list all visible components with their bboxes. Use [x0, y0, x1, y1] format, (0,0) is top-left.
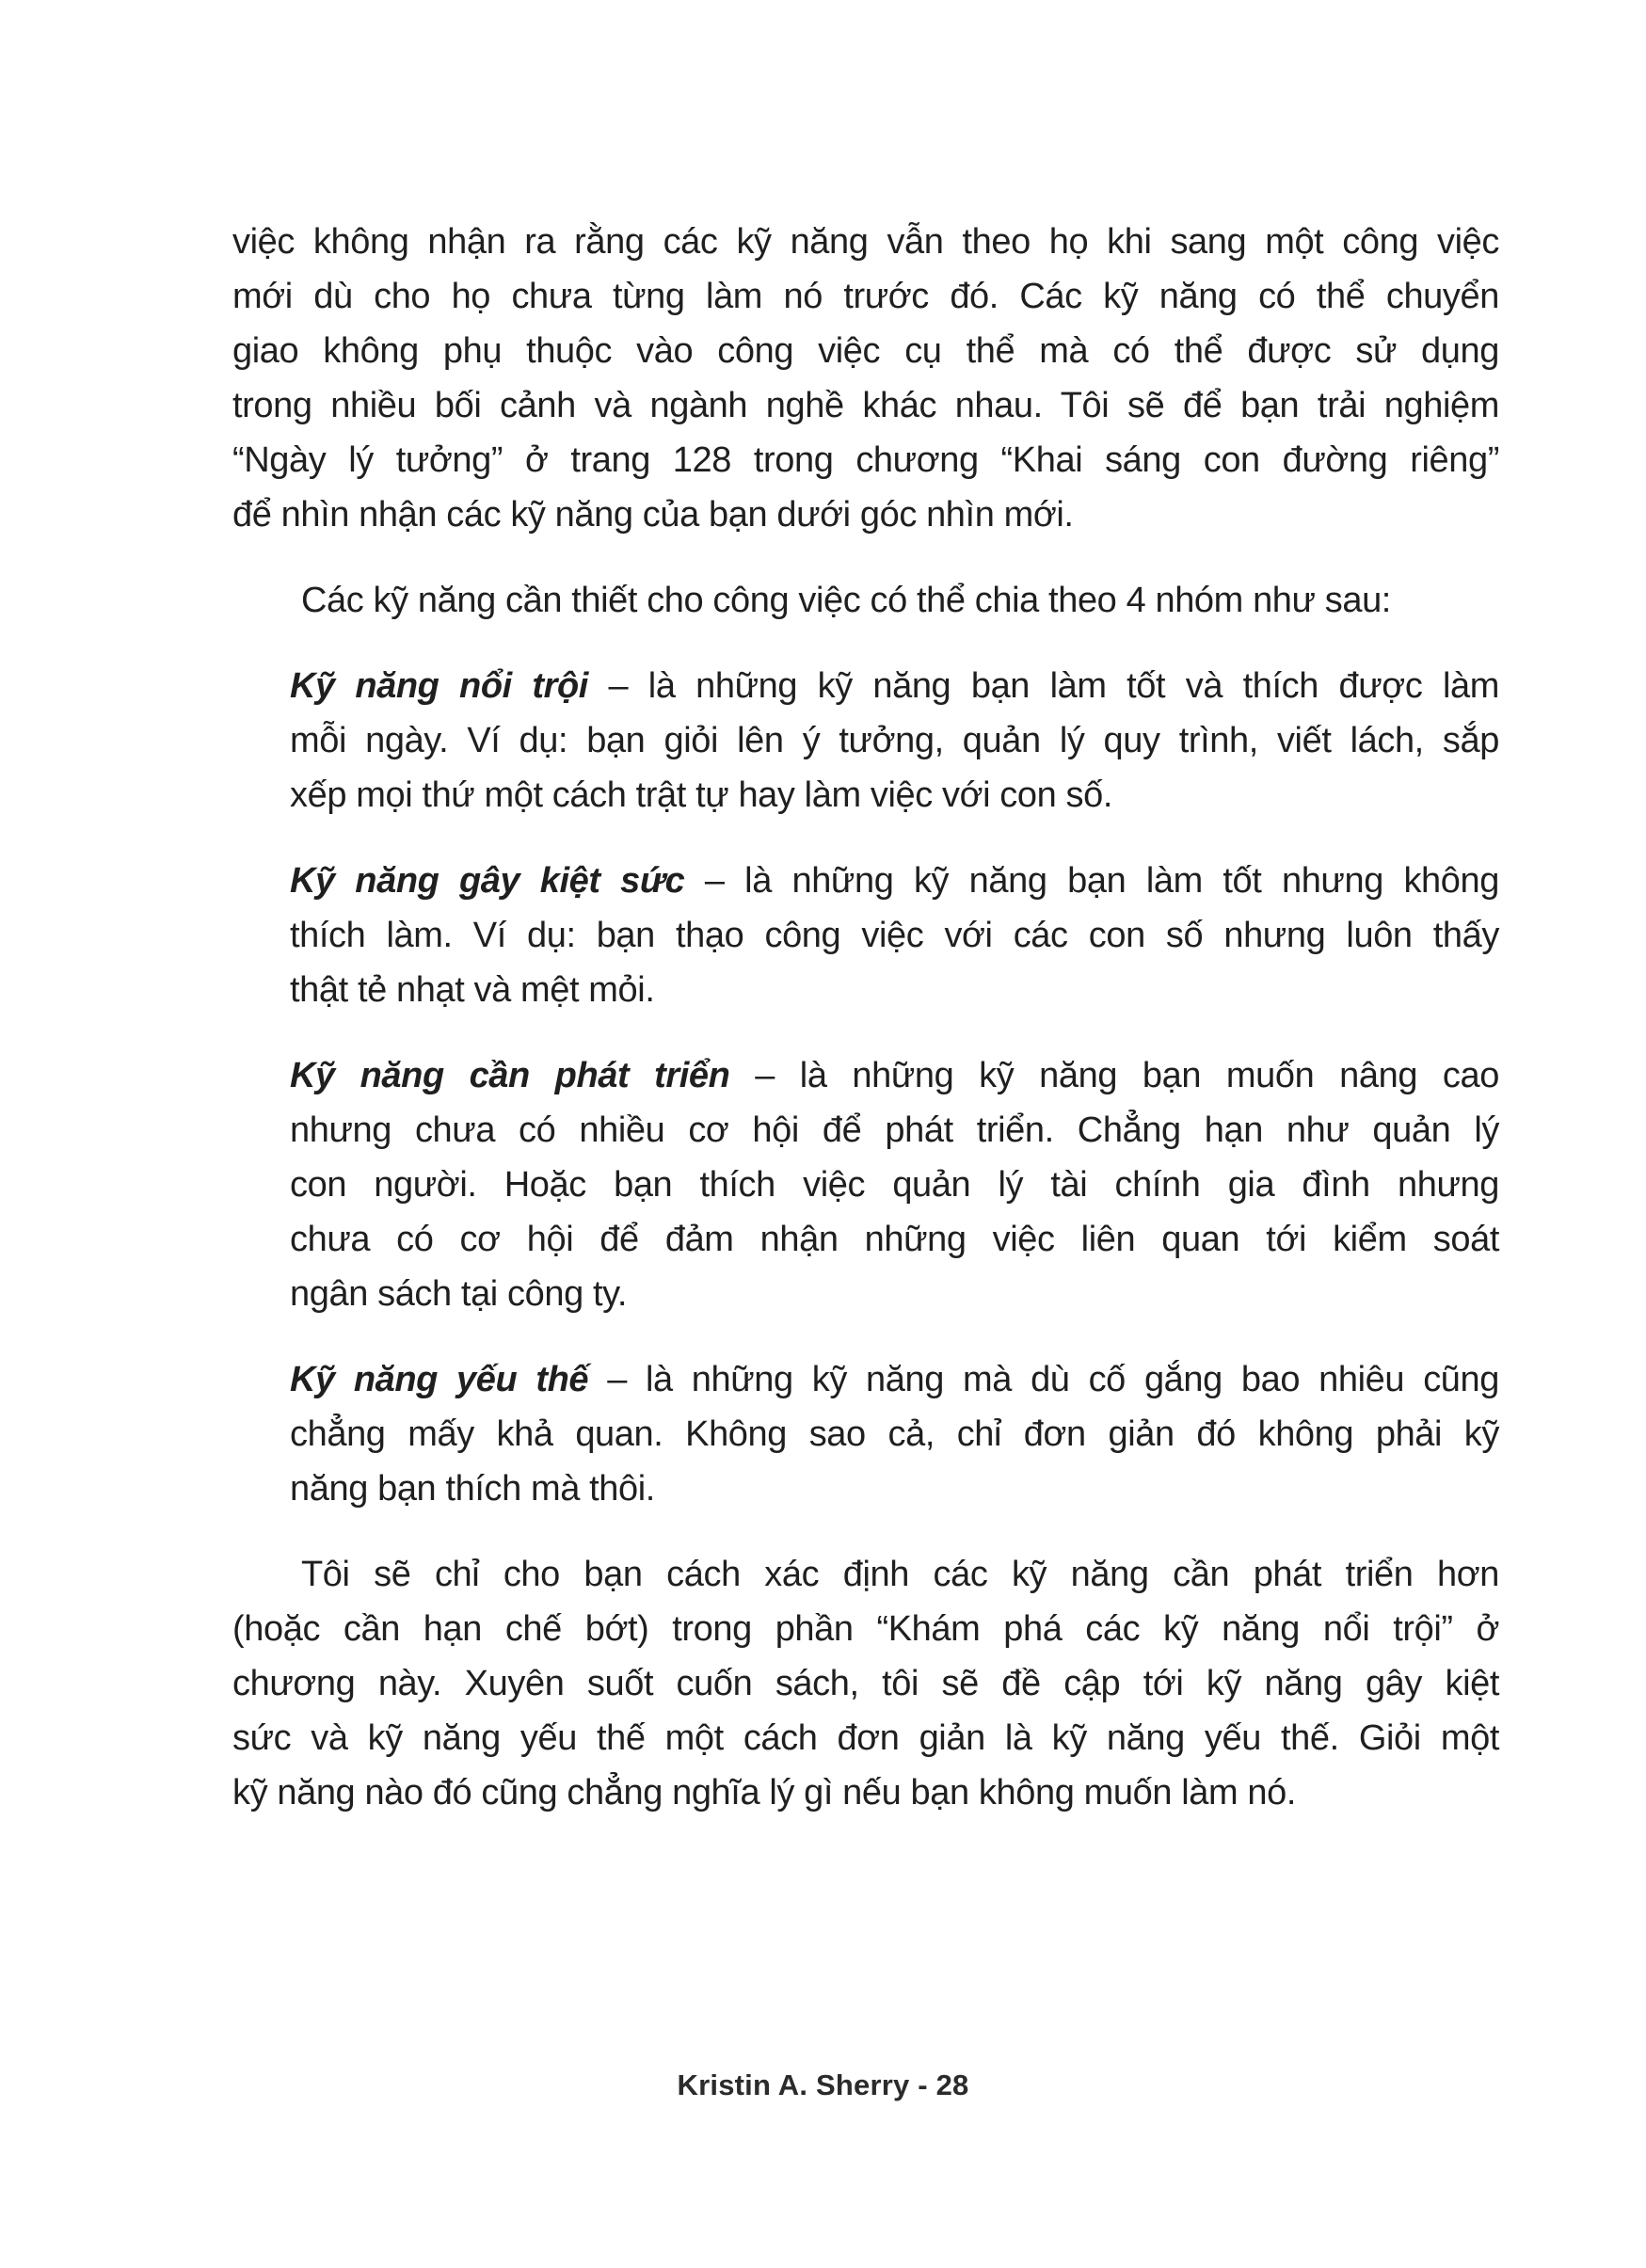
paragraph — [232, 215, 1499, 542]
skill-term: Kỹ năng nổi trội — [290, 666, 588, 706]
text-line: Kỹ năng cần phát triển – là những kỹ năng bạn muốn nâng cao — [290, 1056, 1499, 1095]
text-line: để nhìn nhận các kỹ năng của bạn dưới góc nhìn mới. — [232, 495, 1074, 535]
text-line: thích làm. Ví dụ: bạn thạo công việc với các con số nhưng luôn thấy — [290, 916, 1499, 955]
paragraph — [232, 573, 1499, 628]
text-line: xếp mọi thứ một cách trật tự hay làm việc với con số. — [290, 775, 1113, 815]
text-line: nhưng chưa có nhiều cơ hội để phát triển. Chẳng hạn như quản lý — [290, 1110, 1499, 1150]
page-footer: Kristin A. Sherry - 28 — [677, 2068, 969, 2101]
skill-term: Kỹ năng gây kiệt sức — [290, 861, 685, 901]
text-line: kỹ năng nào đó cũng chẳng nghĩa lý gì nếu bạn không muốn làm nó. — [232, 1773, 1297, 1813]
text-line: sức và kỹ năng yếu thế một cách đơn giản là kỹ năng yếu thế. Giỏi một — [232, 1718, 1499, 1758]
definition-paragraph — [290, 1352, 1499, 1516]
text-line: Tôi sẽ chỉ cho bạn cách xác định các kỹ năng cần phát triển hơn — [301, 1555, 1499, 1594]
definition-paragraph — [290, 659, 1499, 823]
paragraph — [232, 1547, 1499, 1820]
definition-paragraph — [290, 854, 1499, 1017]
text-line: ngân sách tại công ty. — [290, 1274, 628, 1314]
text-line: mỗi ngày. Ví dụ: bạn giỏi lên ý tưởng, quản lý quy trình, viết lách, sắp — [290, 721, 1499, 760]
text-line: (hoặc cần hạn chế bớt) trong phần “Khám phá các kỹ năng nổi trội” ở — [232, 1609, 1499, 1649]
text-line: giao không phụ thuộc vào công việc cụ thể mà có thể được sử dụng — [232, 331, 1499, 371]
text-line: Các kỹ năng cần thiết cho công việc có thể chia theo 4 nhóm như sau: — [301, 581, 1391, 620]
text-line: năng bạn thích mà thôi. — [290, 1469, 655, 1509]
text-line: mới dù cho họ chưa từng làm nó trước đó. Các kỹ năng có thể chuyển — [232, 277, 1499, 316]
text-line: Kỹ năng nổi trội – là những kỹ năng bạn làm tốt và thích được làm — [290, 666, 1499, 706]
skill-term: Kỹ năng yếu thế — [290, 1360, 589, 1399]
text-column — [232, 215, 1499, 1851]
text-line: chương này. Xuyên suốt cuốn sách, tôi sẽ đề cập tới kỹ năng gây kiệt — [232, 1664, 1499, 1703]
skill-term: Kỹ năng cần phát triển — [290, 1056, 730, 1095]
text-line: “Ngày lý tưởng” ở trang 128 trong chương “Khai sáng con đường riêng” — [232, 440, 1499, 480]
definition-paragraph — [290, 1048, 1499, 1321]
text-line: chưa có cơ hội để đảm nhận những việc liên quan tới kiểm soát — [290, 1220, 1499, 1259]
text-line: Kỹ năng gây kiệt sức – là những kỹ năng bạn làm tốt nhưng không — [290, 861, 1499, 901]
text-line: chẳng mấy khả quan. Không sao cả, chỉ đơn giản đó không phải kỹ — [290, 1414, 1499, 1454]
text-line: Kỹ năng yếu thế – là những kỹ năng mà dù cố gắng bao nhiêu cũng — [290, 1360, 1499, 1399]
text-line: con người. Hoặc bạn thích việc quản lý tài chính gia đình nhưng — [290, 1165, 1499, 1205]
text-line: việc không nhận ra rằng các kỹ năng vẫn theo họ khi sang một công việc — [232, 222, 1499, 262]
text-line: thật tẻ nhạt và mệt mỏi. — [290, 970, 655, 1010]
text-line: trong nhiều bối cảnh và ngành nghề khác nhau. Tôi sẽ để bạn trải nghiệm — [232, 386, 1499, 425]
